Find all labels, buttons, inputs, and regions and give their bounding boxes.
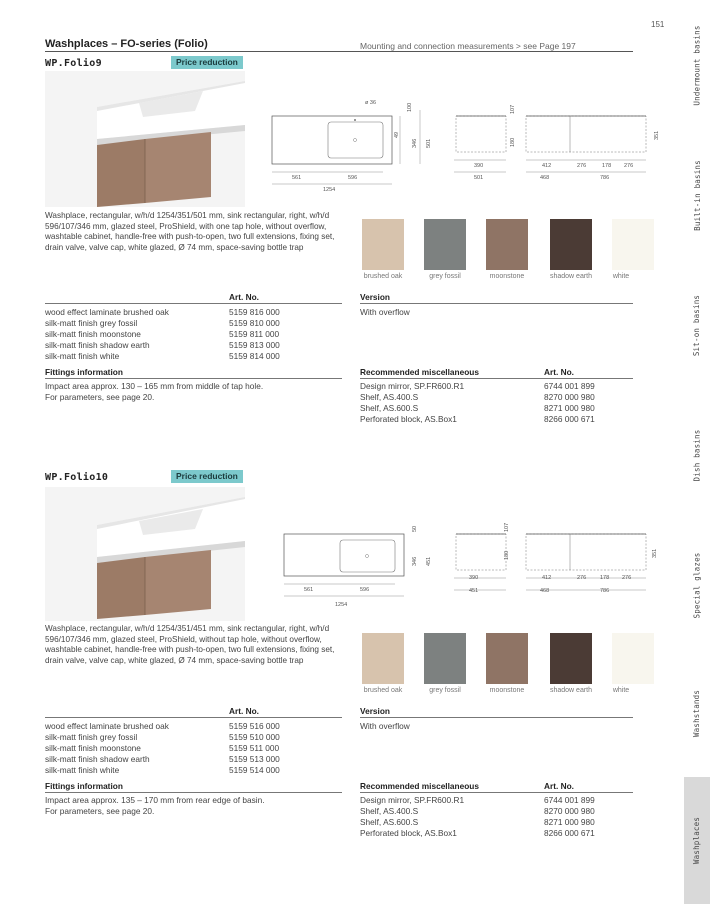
side-tab-built-in[interactable]: Built-in basins	[692, 159, 702, 231]
variant-art-no: 5159 813 000	[229, 340, 280, 350]
header-note[interactable]: Mounting and connection measurements > see Page 197	[360, 41, 576, 51]
swatch-label: brushed oak	[363, 687, 403, 694]
svg-text:561: 561	[304, 587, 314, 593]
misc-item: Shelf, AS.600.S	[360, 817, 419, 827]
misc-art-no: 8271 000 980	[544, 817, 595, 827]
side-tab-special-glazes[interactable]: Special glazes	[692, 551, 702, 619]
svg-text:501: 501	[474, 175, 484, 181]
svg-text:351: 351	[652, 548, 658, 558]
variant-art-no: 5159 814 000	[229, 351, 280, 361]
svg-text:ø 36: ø 36	[365, 100, 377, 106]
misc-header: Recommended miscellaneous	[360, 781, 479, 791]
swatch-label: white	[612, 687, 630, 694]
fittings-header: Fittings information	[45, 367, 123, 377]
swatch-moonstone[interactable]	[486, 633, 528, 684]
svg-text:786: 786	[600, 588, 610, 594]
variant-finish: silk-matt finish grey fossil	[45, 732, 138, 742]
divider	[360, 378, 633, 379]
side-tab-washstands[interactable]: Washstands	[692, 689, 702, 738]
svg-text:501: 501	[426, 138, 432, 148]
misc-art-no: 8266 000 671	[544, 828, 595, 838]
swatch-label: moonstone	[489, 273, 525, 280]
svg-text:100: 100	[407, 102, 413, 112]
variant-art-no: 5159 510 000	[229, 732, 280, 742]
svg-text:390: 390	[474, 163, 484, 169]
misc-item: Perforated block, AS.Box1	[360, 828, 457, 838]
misc-art-no: 8270 000 980	[544, 806, 595, 816]
svg-text:468: 468	[540, 588, 550, 594]
product-description: Washplace, rectangular, w/h/d 1254/351/451 mm, sink rectangular, right, w/h/d 596/107/346 mm, glazed steel, ProShield, without tap hole, without overflow, washtable cabinet, handle-free with push-to-open, two full extensions, fixing set, drain valve, valve cap, white glazed, Ø 74 mm, space-saving bottle trap	[45, 624, 335, 666]
svg-text:107: 107	[510, 104, 516, 114]
side-tab-washplaces[interactable]: Washplaces	[684, 777, 710, 904]
misc-art-header: Art. No.	[544, 367, 574, 377]
misc-item: Perforated block, AS.Box1	[360, 414, 457, 424]
svg-text:412: 412	[542, 163, 552, 169]
svg-text:180: 180	[510, 137, 516, 147]
side-tab-dish[interactable]: Dish basins	[692, 429, 702, 481]
art-no-header: Art. No.	[229, 292, 259, 302]
misc-item: Shelf, AS.400.S	[360, 806, 419, 816]
svg-text:276: 276	[577, 163, 587, 169]
svg-text:451: 451	[426, 556, 432, 566]
svg-text:180: 180	[504, 550, 510, 560]
version-header: Version	[360, 706, 390, 716]
side-tabs	[684, 0, 710, 904]
misc-art-no: 8271 000 980	[544, 403, 595, 413]
svg-text:468: 468	[540, 175, 550, 181]
misc-art-header: Art. No.	[544, 781, 574, 791]
svg-text:49: 49	[394, 131, 400, 138]
svg-text:107: 107	[504, 522, 510, 532]
misc-header: Recommended miscellaneous	[360, 367, 479, 377]
svg-text:1254: 1254	[323, 187, 336, 193]
version-value: With overflow	[360, 307, 410, 317]
misc-item: Shelf, AS.600.S	[360, 403, 419, 413]
swatch-label: shadow earth	[549, 273, 593, 280]
fittings-header: Fittings information	[45, 781, 123, 791]
divider	[45, 378, 342, 379]
misc-item: Design mirror, SP.FR600.R1	[360, 381, 465, 391]
swatch-label: grey fossil	[429, 273, 461, 280]
art-no-header: Art. No.	[229, 706, 259, 716]
svg-text:412: 412	[542, 575, 552, 581]
swatch-brushed-oak[interactable]	[362, 219, 404, 270]
misc-art-no: 8270 000 980	[544, 392, 595, 402]
swatch-label: shadow earth	[549, 687, 593, 694]
page-title: Washplaces – FO-series (Folio)	[45, 38, 208, 50]
swatch-white[interactable]	[612, 633, 654, 684]
version-header: Version	[360, 292, 390, 302]
svg-text:276: 276	[622, 575, 632, 581]
svg-text:178: 178	[600, 575, 610, 581]
svg-text:346: 346	[412, 556, 418, 566]
variant-finish: wood effect laminate brushed oak	[45, 721, 169, 731]
variant-art-no: 5159 516 000	[229, 721, 280, 731]
misc-item: Design mirror, SP.FR600.R1	[360, 795, 465, 805]
variant-art-no: 5159 511 000	[229, 743, 280, 753]
price-badge: Price reduction	[171, 470, 243, 483]
svg-text:1254: 1254	[335, 602, 348, 608]
swatch-label: grey fossil	[429, 687, 461, 694]
variant-finish: silk-matt finish moonstone	[45, 329, 141, 339]
swatch-grey-fossil[interactable]	[424, 633, 466, 684]
svg-text:596: 596	[348, 175, 358, 181]
product-description: Washplace, rectangular, w/h/d 1254/351/501 mm, sink rectangular, right, w/h/d 596/107/346 mm, glazed steel, ProShield, with one tap hole, without overflow, washtable cabinet, handle-free with push-to-open, two full extensions, fixing set, drain valve, valve cap, white glazed, Ø 74 mm, space-saving bottle trap	[45, 211, 335, 253]
side-tab-sit-on[interactable]: Sit-on basins	[692, 294, 702, 356]
header-divider	[45, 51, 633, 52]
swatch-moonstone[interactable]	[486, 219, 528, 270]
swatch-label: brushed oak	[363, 273, 403, 280]
svg-text:561: 561	[292, 175, 302, 181]
product-photo	[45, 487, 245, 621]
variant-finish: silk-matt finish moonstone	[45, 743, 141, 753]
side-tab-undermount[interactable]: Undermount basins	[692, 24, 702, 106]
svg-text:390: 390	[469, 575, 479, 581]
variant-finish: silk-matt finish white	[45, 351, 120, 361]
variant-finish: silk-matt finish shadow earth	[45, 340, 150, 350]
divider	[360, 303, 633, 304]
divider	[45, 717, 342, 718]
product-name: WP.Folio9	[45, 58, 102, 69]
variant-finish: silk-matt finish grey fossil	[45, 318, 138, 328]
divider	[45, 303, 342, 304]
svg-text:276: 276	[577, 575, 587, 581]
svg-text:786: 786	[600, 175, 610, 181]
svg-text:451: 451	[469, 588, 479, 594]
variant-finish: wood effect laminate brushed oak	[45, 307, 169, 317]
variant-art-no: 5159 811 000	[229, 329, 280, 339]
variant-finish: silk-matt finish shadow earth	[45, 754, 150, 764]
svg-text:351: 351	[654, 130, 660, 140]
dimension-drawing	[282, 520, 672, 610]
washplace-illustration	[45, 487, 245, 621]
swatch-shadow-earth[interactable]	[550, 219, 592, 270]
product-photo	[45, 71, 245, 207]
divider	[360, 717, 633, 718]
product-name: WP.Folio10	[45, 472, 109, 483]
svg-text:50: 50	[412, 525, 418, 532]
svg-text:276: 276	[624, 163, 634, 169]
price-badge: Price reduction	[171, 56, 243, 69]
variant-art-no: 5159 513 000	[229, 754, 280, 764]
misc-art-no: 8266 000 671	[544, 414, 595, 424]
svg-text:596: 596	[360, 587, 370, 593]
variant-art-no: 5159 816 000	[229, 307, 280, 317]
swatch-shadow-earth[interactable]	[550, 633, 592, 684]
fittings-line: For parameters, see page 20.	[45, 392, 155, 402]
svg-text:346: 346	[412, 138, 418, 148]
swatch-white[interactable]	[612, 219, 654, 270]
swatch-label: moonstone	[489, 687, 525, 694]
divider	[45, 792, 342, 793]
swatch-brushed-oak[interactable]	[362, 633, 404, 684]
swatch-label: white	[612, 273, 630, 280]
dimension-drawing	[270, 92, 672, 200]
variant-art-no: 5159 514 000	[229, 765, 280, 775]
fittings-line: For parameters, see page 20.	[45, 806, 155, 816]
misc-art-no: 6744 001 899	[544, 795, 595, 805]
page-number: 151	[651, 20, 665, 29]
misc-art-no: 6744 001 899	[544, 381, 595, 391]
washplace-illustration	[45, 71, 245, 207]
fittings-line: Impact area approx. 130 – 165 mm from middle of tap hole.	[45, 381, 264, 391]
fittings-line: Impact area approx. 135 – 170 mm from rear edge of basin.	[45, 795, 265, 805]
divider	[360, 792, 633, 793]
svg-text:178: 178	[602, 163, 612, 169]
variant-finish: silk-matt finish white	[45, 765, 120, 775]
misc-item: Shelf, AS.400.S	[360, 392, 419, 402]
variant-art-no: 5159 810 000	[229, 318, 280, 328]
swatch-grey-fossil[interactable]	[424, 219, 466, 270]
version-value: With overflow	[360, 721, 410, 731]
